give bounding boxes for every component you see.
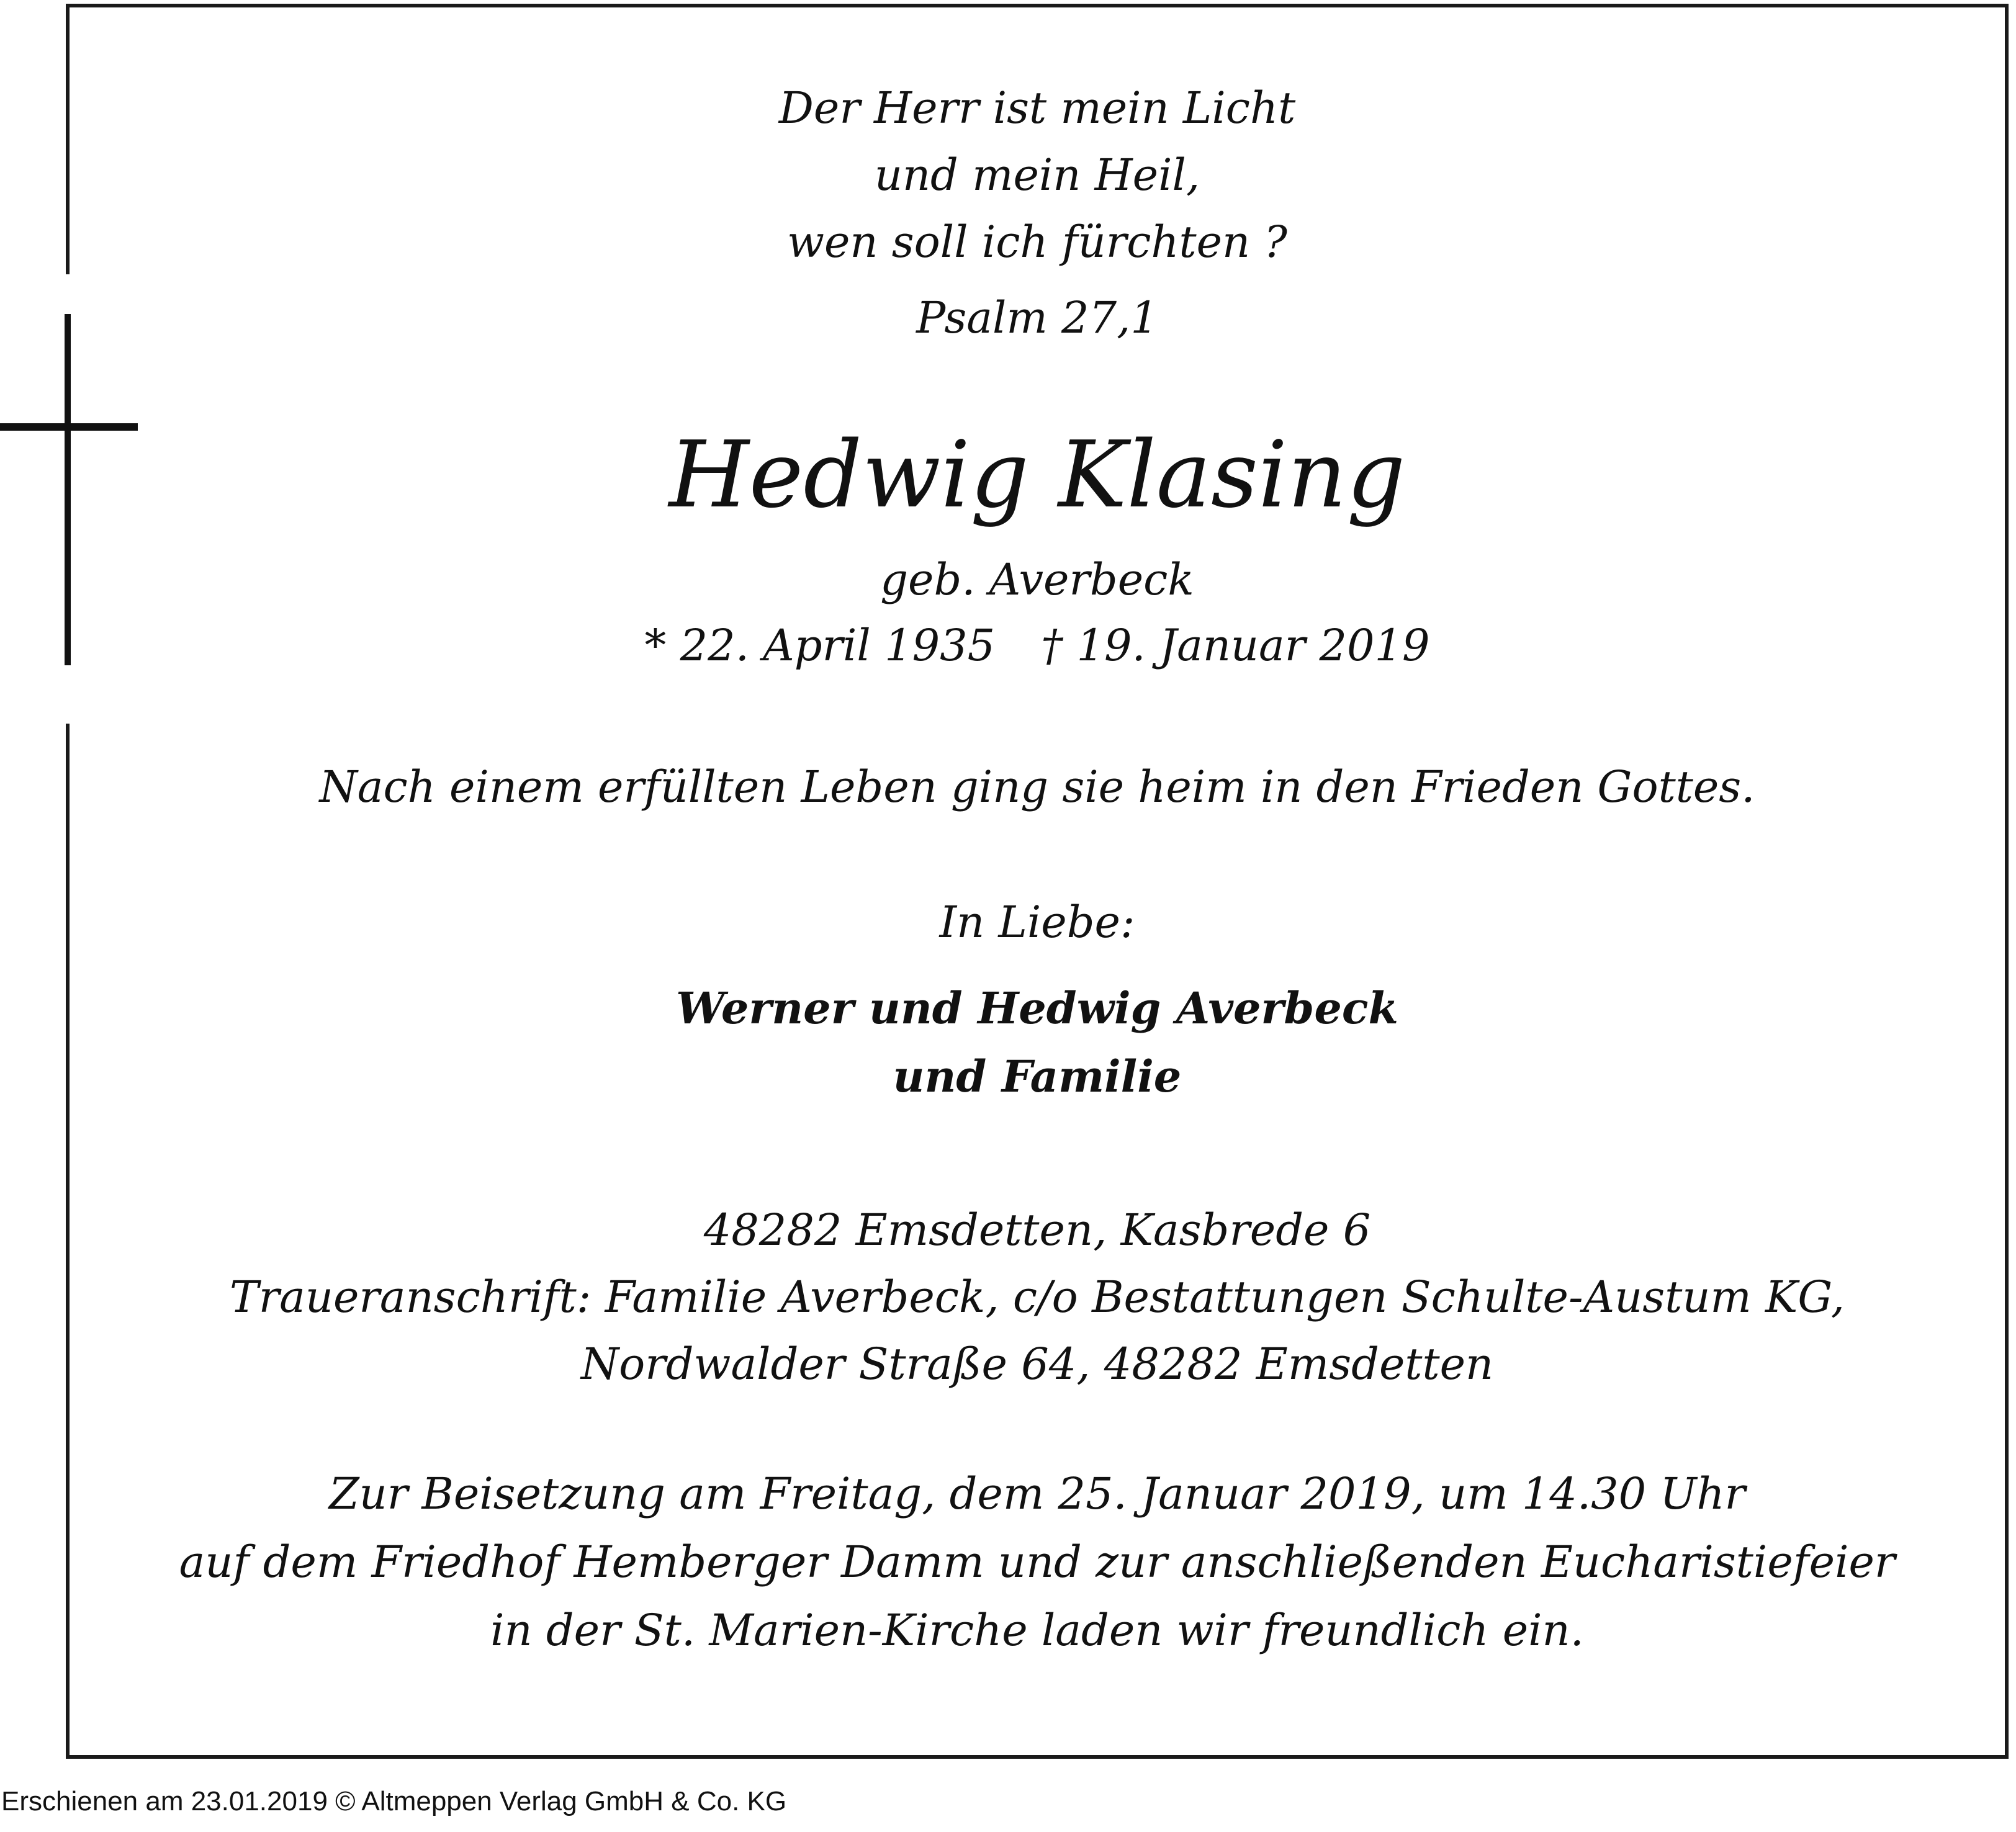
frame-right-border: [2005, 4, 2009, 1759]
address-block: [70, 1197, 2005, 1398]
in-love-label: In Liebe:: [939, 897, 1135, 948]
verse-line: und mein Heil,: [874, 150, 1200, 200]
funeral-line: auf dem Friedhof Hemberger Damm und zur anschließenden Eucharistiefeier: [179, 1537, 1896, 1587]
address-line: 48282 Emsdetten, Kasbrede 6: [703, 1205, 1371, 1255]
funeral-info: [70, 1460, 2005, 1664]
bible-verse: [70, 74, 2005, 349]
funeral-line: Zur Beisetzung am Freitag, dem 25. Januar 2019, um 14.30 Uhr: [328, 1468, 1746, 1519]
life-dates: [70, 614, 2005, 676]
mourner-line: Werner und Hedwig Averbeck: [675, 982, 1399, 1034]
verse-reference: Psalm 27,1: [916, 292, 1158, 343]
verse-line: wen soll ich fürchten ?: [787, 217, 1287, 267]
publication-footer: Erschienen am 23.01.2019 © Altmeppen Verlag GmbH & Co. KG: [1, 1786, 787, 1816]
frame-bottom-border: [66, 1755, 2009, 1759]
notice-content: [70, 74, 2005, 1664]
frame-top-border: [66, 4, 2009, 7]
maiden-name: geb. Averbeck: [880, 554, 1194, 605]
mourners: [70, 974, 2005, 1111]
funeral-line: in der St. Marien-Kirche laden wir freundlich ein.: [490, 1605, 1584, 1656]
address-line: Traueranschrift: Familie Averbeck, c/o Bestattungen Schulte-Austum KG,: [230, 1272, 1845, 1322]
mourner-line: und Familie: [893, 1051, 1182, 1102]
address-line: Nordwalder Straße 64, 48282 Emsdetten: [580, 1339, 1494, 1390]
birth-date: * 22. April 1935: [644, 620, 996, 671]
verse-line: Der Herr ist mein Licht: [778, 83, 1296, 133]
deceased-name: Hedwig Klasing: [668, 421, 1406, 528]
passing-text: Nach einem erfüllten Leben ging sie heim in den Frieden Gottes.: [319, 761, 1755, 812]
death-date: † 19. Januar 2019: [1041, 620, 1430, 671]
